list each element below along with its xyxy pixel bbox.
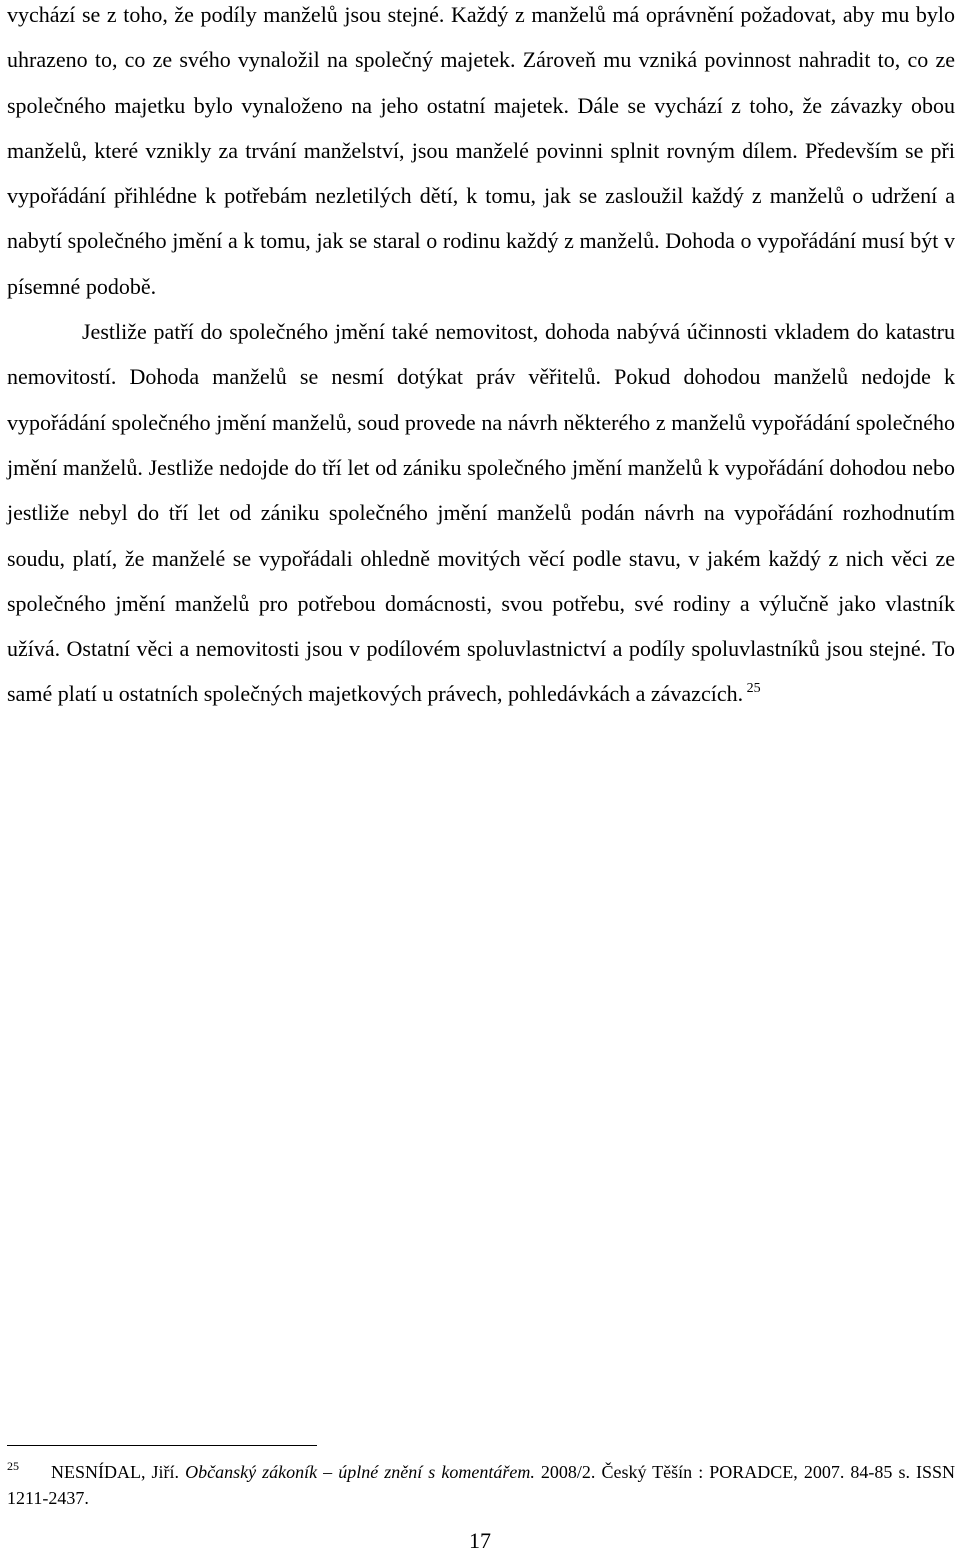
page-number: 17 — [469, 1528, 491, 1553]
footnote — [7, 1459, 955, 1511]
paragraph-1-text: vychází se z toho, že podíly manželů jsou stejné. Každý z manželů má oprávnění požadovat, aby mu bylo uhrazeno to, co ze svého vynaložil na společný majetek. Zároveň mu vzniká povinnost nahradit to, co ze společného majetku bylo vynaloženo na jeho ostatní majetek. Dále se vychází z toho, že závazky obou manželů, které vznikly za trvání manželství, jsou manželé povinni splnit rovným dílem. Především se při vypořádání přihlédne k potřebám nezletilých dětí, k tomu, jak se zasloužil každý z manželů o udržení a nabytí společného jmění a k tomu, jak se staral o rodinu každý z manželů. Dohoda o vypořádání musí být v písemné podobě. — [7, 2, 955, 299]
footnote-details: 2008/2. Český Těšín : PORADCE, 2007. 84-85 s. ISSN 1211-2437. — [7, 1462, 956, 1508]
footnote-separator — [7, 1445, 317, 1446]
body-text — [7, 0, 955, 717]
footnote-reference[interactable]: 25 — [746, 681, 761, 697]
paragraph-2-text: Jestliže patří do společného jmění také nemovitost, dohoda nabývá účinnosti vkladem do katastru nemovitostí. Dohoda manželů se nesmí dotýkat práv věřitelů. Pokud dohodou manželů nedojde k vypořádání společného jmění manželů, soud provede na návrh některého z manželů vypořádání společného jmění manželů. Jestliže nedojde do tří let od zániku společného jmění manželů k vypořádání dohodou nebo jestliže nebyl do tří let od zániku společného jmění manželů podán návrh na vypořádání rozhodnutím soudu, platí, že manželé se vypořádali ohledně movitých věcí podle stavu, v jakém každý z nich věci ze společného jmění manželů pro potřebou domácnosti, svou potřebu, své rodiny a výlučně jako vlastník užívá. Ostatní věci a nemovitosti jsou v podílovém spoluvlastnictví a podíly spoluvlastníků jsou stejné. To samé platí u ostatních společných majetkových právech, pohledávkách a závazcích. — [7, 319, 955, 707]
footnote-number: 25 — [7, 1459, 19, 1473]
paragraph-1 — [7, 0, 955, 309]
footnote-title: Občanský zákoník – úplné znění s komentářem. — [185, 1462, 535, 1482]
paragraph-2 — [7, 309, 955, 717]
footnote-author: NESNÍDAL, Jiří. — [51, 1462, 180, 1482]
